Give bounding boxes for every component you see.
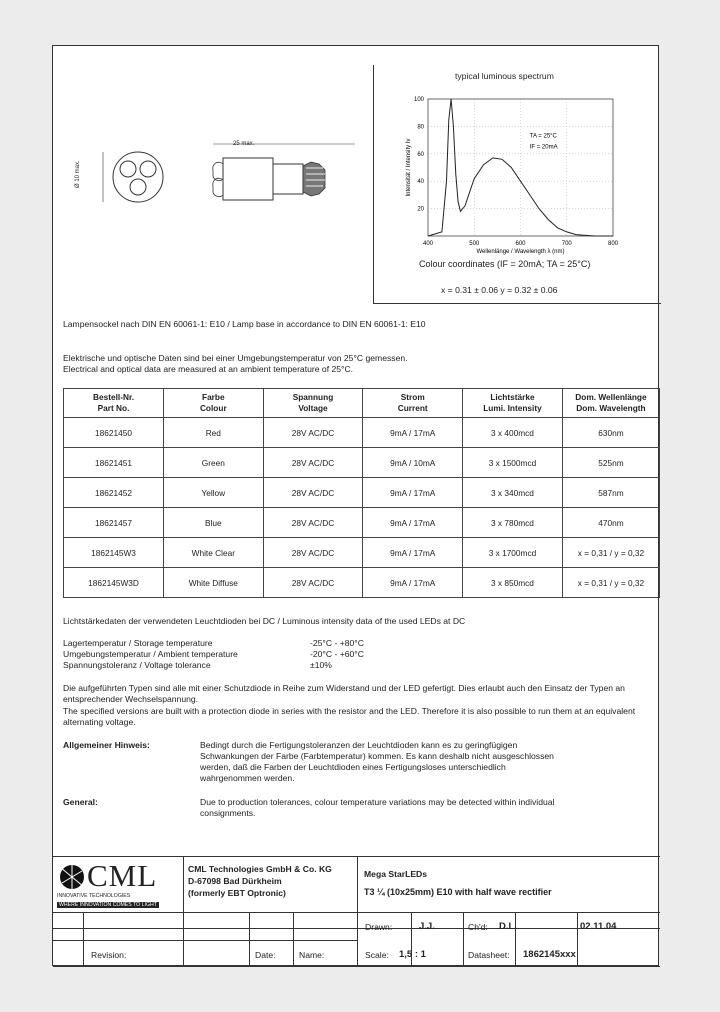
table-cell: 28V AC/DC bbox=[263, 508, 363, 538]
spec-label-voltage: Spannungstoleranz / Voltage tolerance bbox=[63, 660, 211, 670]
table-cell: 9mA / 17mA bbox=[363, 568, 463, 598]
table-cell: 1862145W3 bbox=[64, 538, 164, 568]
table-cell: Green bbox=[164, 448, 264, 478]
x-tick-label: 500 bbox=[469, 241, 480, 247]
table-cell: 18621451 bbox=[64, 448, 164, 478]
table-header-line: Colour bbox=[199, 403, 227, 413]
product-description: T3 ¼ (10x25mm) E10 with half wave rectifier bbox=[364, 887, 552, 897]
dimension-label: 25 max. bbox=[233, 141, 255, 147]
table-cell: 28V AC/DC bbox=[263, 418, 363, 448]
table-cell: 3 x 1500mcd bbox=[463, 448, 563, 478]
checked-value: D.L. bbox=[499, 921, 517, 932]
diameter-label: Ø 10 max. bbox=[75, 160, 81, 188]
socket-text: Lampensockel nach DIN EN 60061-1: E10 / Lamp base in accordance to DIN EN 60061-1: E10 bbox=[63, 319, 426, 329]
x-tick-label: 700 bbox=[561, 241, 572, 247]
table-cell: 18621452 bbox=[64, 478, 164, 508]
general-note-de-text: Bedingt durch die Fertigungstoleranzen der Leuchtdioden kann es zu geringfügigen Schwankungen der Farbe (Farbtemperatur) kommen. Es kann deshalb nicht ausgeschlossen werden, daß die Farben der Leuchtdioden eines Fertigungsloses unterschiedlich wahrgenommen werden. bbox=[200, 740, 554, 783]
table-cell: 3 x 1700mcd bbox=[463, 538, 563, 568]
y-tick-label: 20 bbox=[417, 206, 424, 213]
diode-text-en: The specified versions are built with a protection diode in series with the resistor and the LED. Therefore it is also possible to run them at an equivalent alternating voltage. bbox=[63, 706, 636, 727]
x-tick-label: 400 bbox=[422, 241, 434, 247]
spectrum-series-line bbox=[428, 99, 613, 236]
table-cell: 3 x 850mcd bbox=[463, 568, 563, 598]
table-header-line: Farbe bbox=[202, 392, 225, 402]
x-tick-label: 800 bbox=[607, 241, 619, 247]
table-row bbox=[64, 538, 660, 568]
table-cell: 28V AC/DC bbox=[263, 448, 363, 478]
table-cell: 28V AC/DC bbox=[263, 568, 363, 598]
table-row bbox=[64, 508, 660, 538]
diode-text-de: Die aufgeführten Typen sind alle mit einer Schutzdiode in Reihe zum Widerstand und der LED gefertigt. Dies erlaubt auch den Einsatz der Typen an entsprechender Wechselspannung. bbox=[63, 683, 625, 704]
table-cell: Blue bbox=[164, 508, 264, 538]
datasheet-value: 1862145xxx bbox=[523, 949, 576, 960]
lamp-drawing bbox=[73, 116, 373, 256]
conditions-en: Electrical and optical data are measured at an ambient temperature of 25°C. bbox=[63, 364, 354, 374]
y-tick-label: 100 bbox=[413, 97, 424, 103]
table-cell: 9mA / 17mA bbox=[363, 418, 463, 448]
table-header bbox=[164, 389, 264, 418]
table-cell: White Diffuse bbox=[164, 568, 264, 598]
y-tick-label: 60 bbox=[417, 151, 424, 158]
table-cell: 470nm bbox=[562, 508, 659, 538]
table-header-line: Voltage bbox=[298, 403, 328, 413]
scale-value: 1,5 : 1 bbox=[399, 949, 426, 960]
drawn-value: J.J. bbox=[419, 921, 435, 932]
table-cell: White Clear bbox=[164, 538, 264, 568]
table-cell: 3 x 400mcd bbox=[463, 418, 563, 448]
table-cell: 587nm bbox=[562, 478, 659, 508]
table-header-line: Bestell-Nr. bbox=[92, 392, 135, 402]
general-note-en-label: General: bbox=[63, 797, 98, 807]
spec-value-ambient: -20°C - +60°C bbox=[310, 649, 364, 659]
table-cell: 9mA / 17mA bbox=[363, 478, 463, 508]
company-address: D-67098 Bad Dürkheim bbox=[188, 876, 282, 886]
table-cell: 9mA / 17mA bbox=[363, 538, 463, 568]
scale-label: Scale: bbox=[365, 950, 389, 960]
table-header-line: Dom. Wavelength bbox=[576, 403, 646, 413]
table-row bbox=[64, 448, 660, 478]
table-row bbox=[64, 568, 660, 598]
spec-value-voltage: ±10% bbox=[310, 660, 332, 670]
revision-label: Revision: bbox=[91, 950, 127, 960]
table-cell: 28V AC/DC bbox=[263, 478, 363, 508]
spec-label-ambient: Umgebungstemperatur / Ambient temperature bbox=[63, 649, 238, 659]
checked-label: Ch'd: bbox=[468, 922, 488, 932]
table-cell: 18621450 bbox=[64, 418, 164, 448]
logo-tagline: WHERE INNOVATION COMES TO LIGHT bbox=[59, 902, 157, 908]
y-axis-label: Intensität / Intensity Iv bbox=[406, 138, 412, 197]
table-row bbox=[64, 418, 660, 448]
table-cell: 28V AC/DC bbox=[263, 538, 363, 568]
table-cell: 630nm bbox=[562, 418, 659, 448]
conditions-de: Elektrische und optische Daten sind bei einer Umgebungstemperatur von 25°C gemessen. bbox=[63, 353, 408, 363]
table-cell: 525nm bbox=[562, 448, 659, 478]
table-header bbox=[363, 389, 463, 418]
y-tick-label: 40 bbox=[417, 179, 424, 186]
product-title: Mega StarLEDs bbox=[364, 869, 428, 879]
legend-if: IF = 20mA bbox=[529, 144, 558, 151]
table-cell: x = 0,31 / y = 0,32 bbox=[562, 568, 659, 598]
name-label: Name: bbox=[299, 950, 325, 960]
table-header bbox=[64, 389, 164, 418]
table-header-line: Current bbox=[397, 403, 428, 413]
table-header-line: Lumi. Intensity bbox=[483, 403, 542, 413]
spec-label-storage: Lagertemperatur / Storage temperature bbox=[63, 638, 213, 648]
logo-text: CML bbox=[87, 858, 158, 893]
table-cell: 3 x 780mcd bbox=[463, 508, 563, 538]
table-header-line: Strom bbox=[400, 392, 425, 402]
logo-subtext: INNOVATIVE TECHNOLOGIES bbox=[57, 893, 131, 899]
colour-coordinates-values: x = 0.31 ± 0.06 y = 0.32 ± 0.06 bbox=[441, 285, 558, 295]
x-tick-label: 600 bbox=[515, 241, 526, 247]
table-header bbox=[562, 389, 659, 418]
table-header-line: Dom. Wellenlänge bbox=[575, 392, 647, 402]
table-cell: 18621457 bbox=[64, 508, 164, 538]
spec-value-storage: -25°C - +80°C bbox=[310, 638, 364, 648]
date-value: 02.11.04 bbox=[580, 921, 617, 932]
general-note-de-label: Allgemeiner Hinweis: bbox=[63, 740, 150, 750]
spec-table bbox=[63, 388, 660, 598]
drawn-label: Drawn: bbox=[365, 922, 393, 932]
table-cell: 9mA / 17mA bbox=[363, 508, 463, 538]
lamp-body bbox=[223, 158, 273, 200]
date-label: Date: bbox=[255, 950, 276, 960]
table-header-line: Lichtstärke bbox=[490, 392, 535, 402]
datasheet-label: Datasheet: bbox=[468, 950, 510, 960]
legend-ta: TA = 25°C bbox=[529, 133, 557, 140]
table-cell: Yellow bbox=[164, 478, 264, 508]
general-note-en-text: Due to production tolerances, colour temperature variations may be detected within individual consignments. bbox=[200, 797, 555, 818]
intensity-note: Lichtstärkedaten der verwendeten Leuchtdioden bei DC / Luminous intensity data of the used LEDs at DC bbox=[63, 616, 466, 626]
spectrum-chart bbox=[378, 91, 663, 255]
company-former: (formerly EBT Optronic) bbox=[188, 888, 286, 898]
table-cell: 1862145W3D bbox=[64, 568, 164, 598]
table-cell: 9mA / 10mA bbox=[363, 448, 463, 478]
table-cell: x = 0,31 / y = 0,32 bbox=[562, 538, 659, 568]
y-tick-label: 80 bbox=[417, 124, 424, 131]
table-row bbox=[64, 478, 660, 508]
table-header-line: Part No. bbox=[97, 403, 130, 413]
table-header bbox=[263, 389, 363, 418]
table-header-line: Spannung bbox=[292, 392, 334, 402]
table-cell: Red bbox=[164, 418, 264, 448]
colour-coordinates-label: Colour coordinates (IF = 20mA; TA = 25°C) bbox=[419, 259, 591, 269]
sunburst-icon bbox=[60, 865, 84, 889]
lamp-thread bbox=[303, 162, 325, 196]
lamp-base bbox=[273, 164, 303, 194]
x-axis-label: Wellenlänge / Wavelength λ (nm) bbox=[476, 249, 565, 255]
table-cell: 3 x 340mcd bbox=[463, 478, 563, 508]
company-name: CML Technologies GmbH & Co. KG bbox=[188, 864, 332, 874]
chart-title: typical luminous spectrum bbox=[455, 71, 554, 81]
table-header bbox=[463, 389, 563, 418]
datasheet-page bbox=[52, 45, 659, 966]
